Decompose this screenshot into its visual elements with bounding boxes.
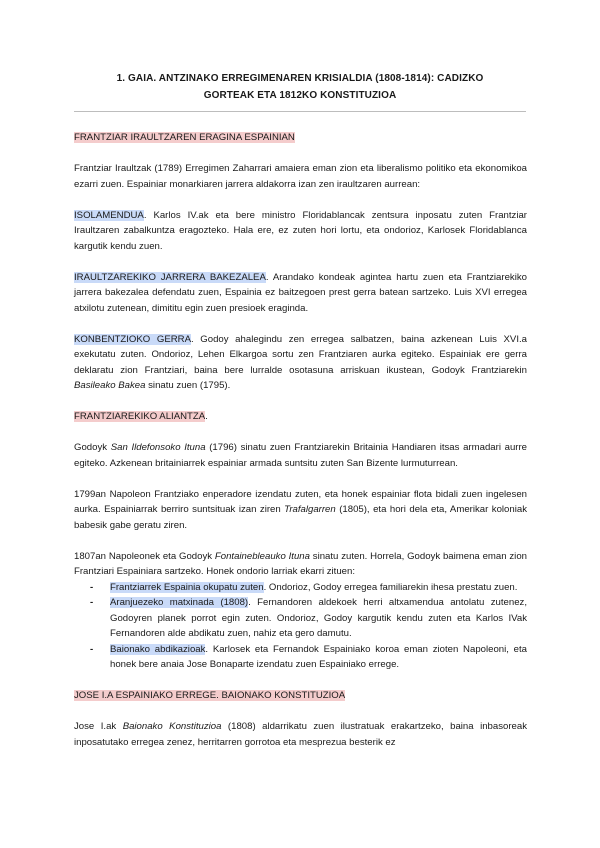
title-line-2: GORTEAK ETA 1812KO KONSTITUZIOA — [203, 90, 397, 101]
term-konbentzioko-gerra: KONBENTZIOKO GERRA — [74, 333, 191, 345]
paragraph-text-end: sinatu zuen (1795). — [145, 380, 231, 391]
section-heading-aliantza — [74, 409, 527, 425]
paragraph-text: 1799an Napoleon Frantziako enperadore izendatu zuten, eta honek espainiar flota bidali zuen ingelesen aurka. Espainiarrak berriro suntsituak izan ziren — [74, 488, 527, 515]
list-item-text: . Karlosek eta Fernandok Espainiako koroa eman zioten Napoleoni, eta honek bere anaia Jose Bonaparte izendatu zuen Espainiako errege. — [110, 643, 528, 670]
list-item — [110, 580, 527, 596]
paragraph-text: 1807an Napoleonek eta Godoyk — [74, 550, 215, 562]
term-baionako-abdikazioak: Baionako abdikazioak — [110, 643, 206, 655]
paragraph-text-end: (1796) sinatu zuen Frantziarekin Britainia Handiaren itsas armadari aurre egiteko. Azkenean britainiarrek espainiar armada suntsitu zuten San Bizente lurmuturrean. — [74, 442, 528, 469]
title-divider — [74, 111, 526, 112]
heading-dot: . — [205, 411, 208, 422]
heading-highlight: FRANTZIAR IRAULTZAREN ERAGINA ESPAINIAN — [74, 132, 295, 143]
paragraph-text: . Arandako kondeak agintea hartu zuen eta Frantziarekiko jarrera bakezalea defendatu zuen, Espainia ez baitzegoen prest gerra batean sartzeko. Luis XVI erregea atxilotu zutenean, dimititu egin zuen presioek eraginda. — [74, 271, 527, 314]
italic-trafalgarren: Trafalgarren — [284, 504, 336, 515]
heading-highlight: JOSE I.A ESPAINIAKO ERREGE. BAIONAKO KONSTITUZIOA — [74, 690, 346, 701]
term-okupazioa: Frantziarrek Espainia okupatu zuten — [110, 581, 264, 593]
paragraph-1799 — [74, 487, 527, 534]
section-heading-frantziar-iraultza — [74, 130, 527, 146]
italic-san-ildefonsoko-ituna: San Ildefonsoko Ituna — [110, 442, 206, 453]
paragraph-san-ildefonso — [74, 440, 527, 471]
paragraph-jose-i — [74, 719, 527, 750]
document-title — [60, 70, 540, 104]
paragraph-text: . Karlos IV.ak eta bere ministro Floridablancak zentsura inposatu zuten Frantziar Iraultzaren zabalkuntza eragozteko. Hala ere, ez zuten hori lortu, eta ondorioz, Karlosek Floridablanca kargutik kendu zuen. — [74, 209, 527, 252]
paragraph-bakezalea — [74, 270, 527, 317]
paragraph-text: Godoyk — [74, 442, 111, 453]
paragraph-intro: Frantziar Iraultzak (1789) Erregimen Zaharrari amaiera eman zion eta liberalismo politiko eta ekonomikoa ezarri zuen. Espainiar monarkiaren jarrera aldakorra izan zen iraultzaren aurrean: — [74, 163, 527, 190]
italic-fontainebleauko-ituna: Fontainebleauko Ituna — [214, 550, 310, 562]
italic-basileako-bakea: Basileako Bakea — [74, 380, 146, 391]
paragraph-text: . Godoy ahalegindu zen erregea salbatzen, baina azkenean Luis XVI.a exekutatu zuten. Ondorioz, Lehen Elkargoa sortu zen Frantziaren aurka egiteko. Espainiak ere gerra deklaratu zion Frantziari, baina bere lurralde osotasuna arriskuan ikustean, Godoyk Frantziarekin — [74, 333, 527, 376]
paragraph-text-end: (1808) aldarrikatu zuen ilustratuak erakartzeko, baina inbasoreak inposatutako erregea zenez, herritarren gorrotoa eta mesprezua besterik ez — [74, 721, 527, 748]
italic-baionako-konstituzioa: Baionako Konstituzioa — [122, 721, 222, 732]
section-heading-jose-i — [74, 688, 527, 704]
paragraph-text-end: sinatu zuten. Horrela, Godoyk baimena eman zion Frantziari Espainiara sartzeko. Honek ondorio larriak ekarri zituen: — [74, 550, 527, 577]
title-line-1: 1. GAIA. ANTZINAKO ERREGIMENAREN KRISIALDIA (1808-1814): CADIZKO — [116, 73, 484, 84]
heading-highlight: FRANTZIAREKIKO ALIANTZA — [74, 411, 206, 422]
paragraph-text-end: (1805), eta hori dela eta, Amerikar koloniak babesik gabe geratu ziren. — [74, 504, 527, 531]
list-item — [110, 595, 527, 642]
paragraph-1807 — [74, 549, 527, 580]
term-bakezalea: IRAULTZAREKIKO JARRERA BAKEZALEA — [74, 271, 266, 283]
paragraph-konbentzioko-gerra — [74, 332, 527, 394]
term-isolamendua: ISOLAMENDUA — [74, 209, 144, 221]
document-body — [74, 130, 527, 750]
paragraph-text: Jose I.ak — [74, 721, 123, 732]
list-item-text: . Fernandoren aldekoek herri altxamendua antolatu zutenez, Godoyren planek porrot egin zuten. Ondorioz, Godoy kargutik kendu zuten eta Karlos IVak Fernandoren alde abdikatu zuen, nahiz eta gero damutu. — [110, 597, 527, 639]
consequences-list — [74, 580, 527, 673]
list-item — [110, 642, 527, 673]
paragraph-isolamendua — [74, 208, 527, 255]
list-item-text: . Ondorioz, Godoy erregea familiarekin ihesa prestatu zuen. — [263, 581, 518, 593]
term-aranjuez: Aranjuezeko matxinada (1808) — [110, 597, 249, 608]
